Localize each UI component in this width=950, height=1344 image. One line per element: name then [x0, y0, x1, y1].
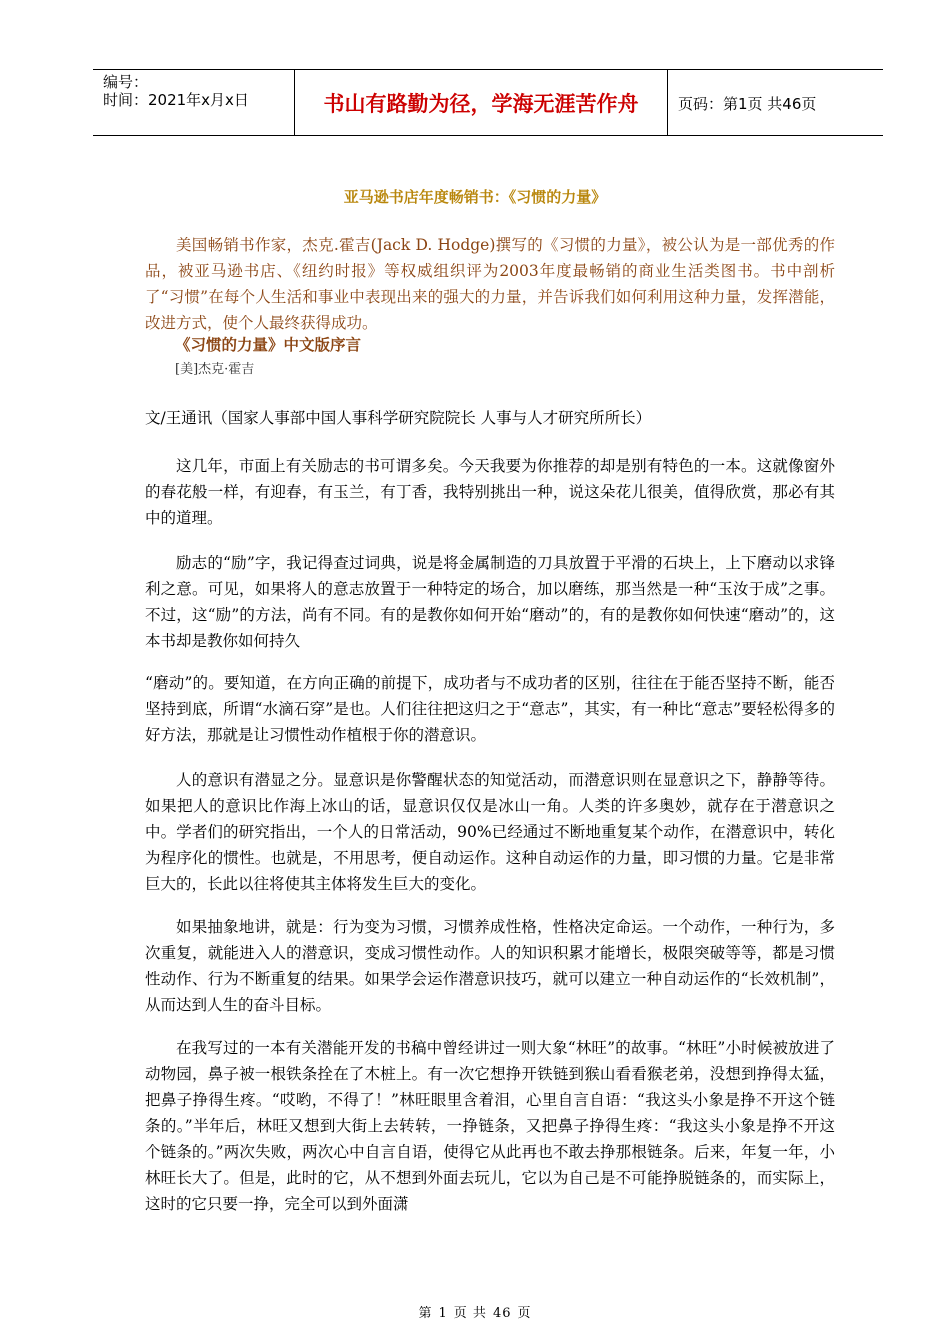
intro-paragraph: 美国畅销书作家，杰克.霍吉(Jack D. Hodge)撰写的《习惯的力量》，被公认为是一部优秀的作品，被亚马逊书店、《纽约时报》等权威组织评为2003年度最畅销的商业生活类图书。书中剖析了“习惯”在每个人生活和事业中表现出来的强大的力量，并告诉我们如何利用这种力量，发挥潜能，改进方式，使个人最终获得成功。	[145, 236, 835, 332]
document-header	[93, 69, 883, 136]
article-title: 亚马逊书店年度畅销书：《习惯的力量》	[343, 188, 607, 206]
footer-total-pages: 46	[492, 1306, 512, 1321]
code-label: 编号：	[103, 73, 149, 91]
footer-prefix: 第	[418, 1306, 433, 1321]
header-motto-cell	[295, 70, 668, 135]
body-paragraph-5: 如果抽象地讲，就是：行为变为习惯，习惯养成性格，性格决定命运。一个动作，一种行为，多次重复，就能进入人的潜意识，变成习惯性动作。人的知识积累才能增长，极限突破等等，都是习惯性动作、行为不断重复的结果。如果学会运作潜意识技巧，就可以建立一种自动运作的“长效机制”，从而达到人生的奋斗目标。	[145, 918, 835, 1014]
header-info-cell	[93, 70, 295, 135]
body-paragraph-4: 人的意识有潜显之分。显意识是你警醒状态的知觉活动，而潜意识则在显意识之下，静静等待。如果把人的意识比作海上冰山的话，显意识仅仅是冰山一角。人类的许多奥妙，就存在于潜意识之中。学者们的研究指出，一个人的日常活动，90%已经通过不断地重复某个动作，在潜意识中，转化为程序化的惯性。也就是，不用思考，便自动运作。这种自动运作的力量，即习惯的力量。它是非常巨大的，长此以往将使其主体将发生巨大的变化。	[145, 771, 835, 893]
footer-mid: 页 共	[453, 1306, 487, 1321]
page-footer	[0, 1305, 950, 1323]
author-line: [美]杰克·霍吉	[175, 362, 255, 377]
header-page-label: 页码：第1页 共46页	[678, 95, 817, 113]
body-paragraph-3: “磨动”的。要知道，在方向正确的前提下，成功者与不成功者的区别，往往在于能否坚持不断，能否坚持到底，所谓“水滴石穿”是也。人们往往把这归之于“意志”，其实，有一种比“意志”要轻松得多的好方法，那就是让习惯性动作植根于你的潜意识。	[145, 674, 835, 744]
preface-title: 《习惯的力量》中文版序言	[175, 335, 362, 354]
header-motto: 书山有路勤为径，学海无涯苦作舟	[323, 92, 639, 116]
byline: 文/王通讯（国家人事部中国人事科学研究院院长 人事与人才研究所所长）	[145, 409, 652, 427]
footer-suffix: 页	[517, 1306, 532, 1321]
footer-page-number: 1	[438, 1306, 448, 1321]
body-paragraph-2: 励志的“励”字，我记得查过词典，说是将金属制造的刀具放置于平滑的石块上，上下磨动以求锋利之意。可见，如果将人的意志放置于一种特定的场合，加以磨练，那当然是一种“玉汝于成”之事。不过，这“励”的方法，尚有不同。有的是教你如何开始“磨动”的，有的是教你如何快速“磨动”的，这本书却是教你如何持久	[145, 554, 835, 650]
body-paragraph-1: 这几年，市面上有关励志的书可谓多矣。今天我要为你推荐的却是别有特色的一本。这就像窗外的春花般一样，有迎春，有玉兰，有丁香，我特别挑出一种，说这朵花儿很美，值得欣赏，那必有其中的道理。	[145, 457, 835, 527]
time-label: 时间：2021年x月x日	[103, 91, 249, 109]
body-paragraph-6: 在我写过的一本有关潜能开发的书稿中曾经讲过一则大象“林旺”的故事。“林旺”小时候被放进了动物园，鼻子被一根铁条拴在了木桩上。有一次它想挣开铁链到猴山看看猴老弟，没想到挣得太猛，把鼻子挣得生疼。“哎哟，不得了！”林旺眼里含着泪，心里自言自语：“我这头小象是挣不开这个链条的。”半年后，林旺又想到大街上去转转，一挣链条，又把鼻子挣得生疼：“我这头小象是挣不开这个链条的。”两次失败，两次心中自言自语，使得它从此再也不敢去挣那根链条。后来，年复一年，小林旺长大了。但是，此时的它，从不想到外面去玩儿，它以为自己是不可能挣脱链条的，而实际上，这时的它只要一挣，完全可以到外面潇	[145, 1039, 835, 1213]
header-page-cell	[668, 70, 883, 135]
